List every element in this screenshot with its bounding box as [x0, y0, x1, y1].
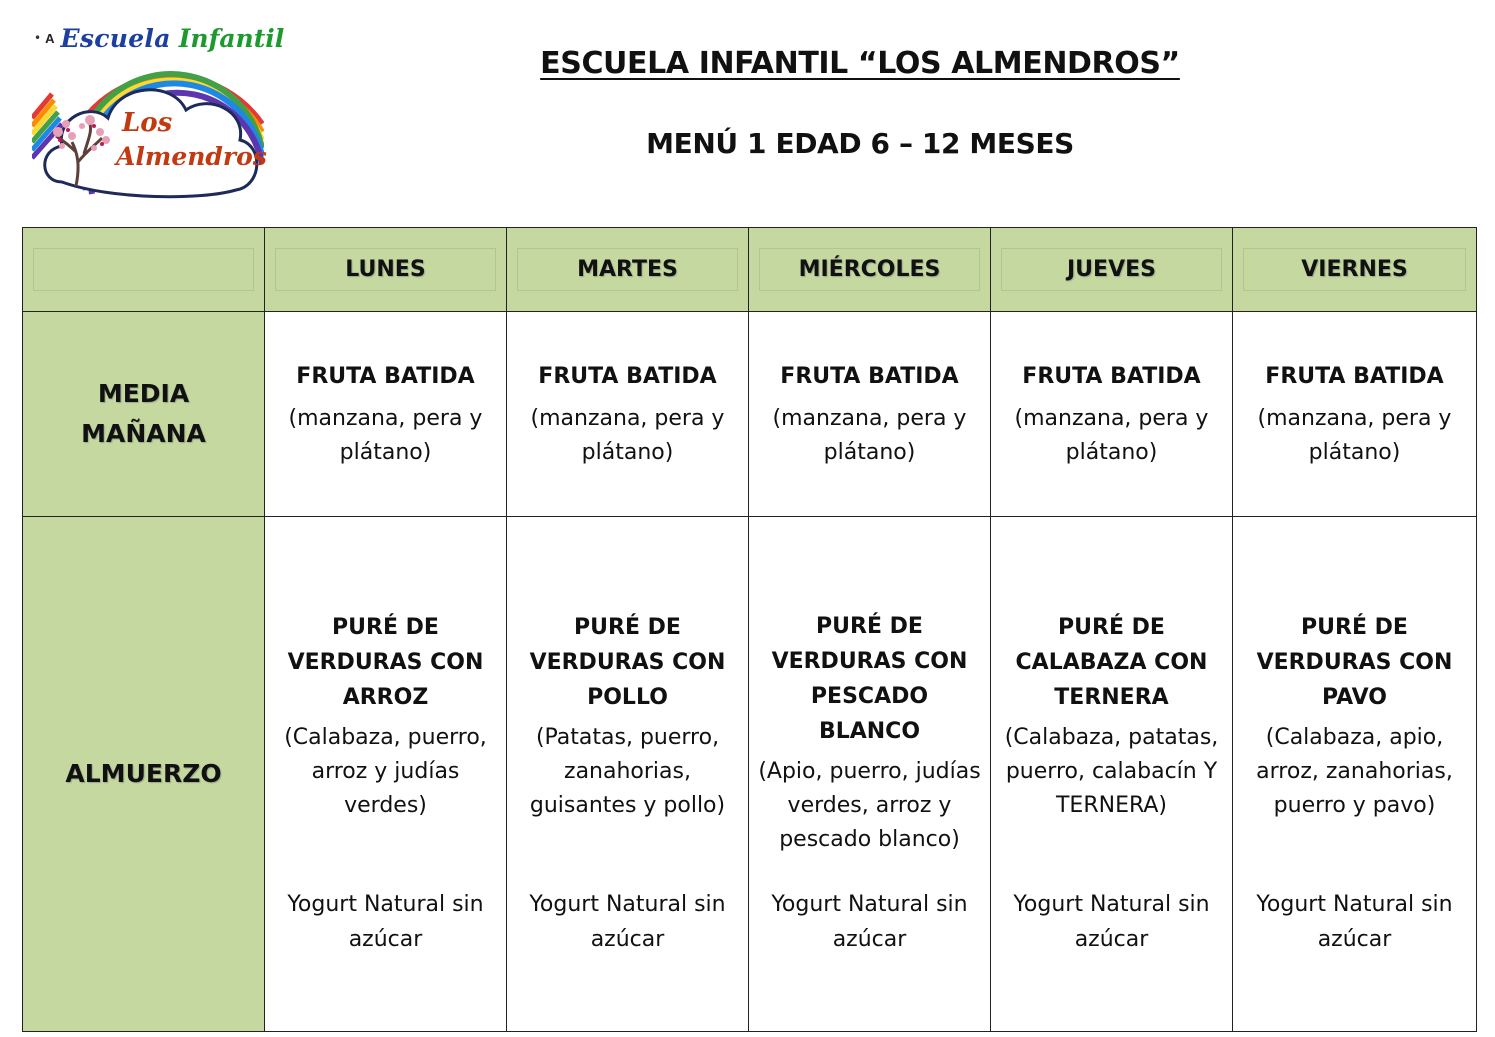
menu-cell-tuesday-almuerzo: [507, 517, 749, 1032]
school-logo: [32, 18, 285, 202]
header-day-thursday: JUEVES: [991, 228, 1233, 312]
logo-name-los: Los: [122, 108, 173, 138]
menu-cell-tuesday-media: [507, 312, 749, 517]
dish-title: FRUTA BATIDA: [780, 363, 959, 389]
row-label-almuerzo: [23, 517, 265, 1032]
dish-ingredients: (Apio, puerro, judías verdes, arroz y pescado blanco): [758, 759, 981, 852]
dish-ingredients: (manzana, pera y plátano): [1014, 405, 1209, 465]
dish-title: PURÉ DE VERDURAS CON PAVO: [1256, 614, 1453, 710]
header-day-tuesday: MARTES: [507, 228, 749, 312]
menu-cell-thursday-almuerzo: [991, 517, 1233, 1032]
header-corner-cell: [23, 228, 265, 312]
menu-cell-wednesday-almuerzo: [749, 517, 991, 1032]
logo-dot: •: [34, 31, 42, 45]
dish-ingredients: (manzana, pera y plátano): [1257, 405, 1452, 465]
menu-cell-friday-media: [1233, 312, 1477, 517]
dish-title: FRUTA BATIDA: [1265, 363, 1444, 389]
logo-word-escuela: Escuela: [60, 23, 171, 53]
logo-name-almendros: Almendros: [116, 142, 267, 171]
dish-ingredients: (Calabaza, apio, arroz, zanahorias, puerro y pavo): [1256, 724, 1453, 818]
menu-cell-thursday-media: [991, 312, 1233, 517]
table-row-media-manana: [23, 312, 1477, 517]
menu-subtitle: MENÚ 1 EDAD 6 – 12 MESES: [646, 127, 1074, 160]
menu-cell-friday-almuerzo: [1233, 517, 1477, 1032]
page-title: ESCUELA INFANTIL “LOS ALMENDROS”: [540, 46, 1180, 81]
logo-brand-mark: A: [45, 30, 55, 46]
menu-cell-wednesday-media: [749, 312, 991, 517]
weekly-menu-table: [22, 227, 1477, 1032]
table-header-row: [23, 228, 1477, 312]
dish-title: FRUTA BATIDA: [538, 363, 717, 389]
dish-title: PURÉ DE CALABAZA CON TERNERA: [1015, 614, 1208, 710]
logo-header: [32, 22, 285, 54]
row-label-line1: ALMUERZO: [65, 759, 222, 788]
dish-title: PURÉ DE VERDURAS CON PESCADO BLANCO: [771, 614, 968, 744]
dish-ingredients: (Calabaza, puerro, arroz y judías verdes): [284, 724, 487, 818]
menu-cell-monday-almuerzo: [265, 517, 507, 1032]
row-label-line2: MAÑANA: [81, 419, 206, 448]
header-day-wednesday: MIÉRCOLES: [749, 228, 991, 312]
dessert-item: Yogurt Natural sin azúcar: [1256, 891, 1453, 952]
header-day-monday: LUNES: [265, 228, 507, 312]
dessert-item: Yogurt Natural sin azúcar: [1013, 891, 1210, 952]
dessert-item: Yogurt Natural sin azúcar: [287, 891, 484, 952]
dish-title: PURÉ DE VERDURAS CON POLLO: [529, 614, 726, 710]
header-day-friday: VIERNES: [1233, 228, 1477, 312]
dish-ingredients: (Patatas, puerro, zanahorias, guisantes y pollo): [529, 724, 726, 818]
dish-ingredients: (manzana, pera y plátano): [772, 405, 967, 465]
row-label-line1: MEDIA: [97, 379, 190, 408]
dish-ingredients: (manzana, pera y plátano): [530, 405, 725, 465]
dish-title: FRUTA BATIDA: [1022, 363, 1201, 389]
logo-word-infantil: Infantil: [178, 23, 285, 53]
dessert-item: Yogurt Natural sin azúcar: [771, 892, 968, 952]
dessert-item: Yogurt Natural sin azúcar: [529, 891, 726, 952]
dish-title: FRUTA BATIDA: [296, 363, 475, 389]
dish-ingredients: (manzana, pera y plátano): [288, 405, 483, 465]
table-row-almuerzo: [23, 517, 1477, 1032]
dish-title: PURÉ DE VERDURAS CON ARROZ: [287, 614, 484, 710]
dish-ingredients: (Calabaza, patatas, puerro, calabacín Y TERNERA): [1004, 724, 1219, 818]
menu-cell-monday-media: [265, 312, 507, 517]
row-label-media-manana: [23, 312, 265, 517]
